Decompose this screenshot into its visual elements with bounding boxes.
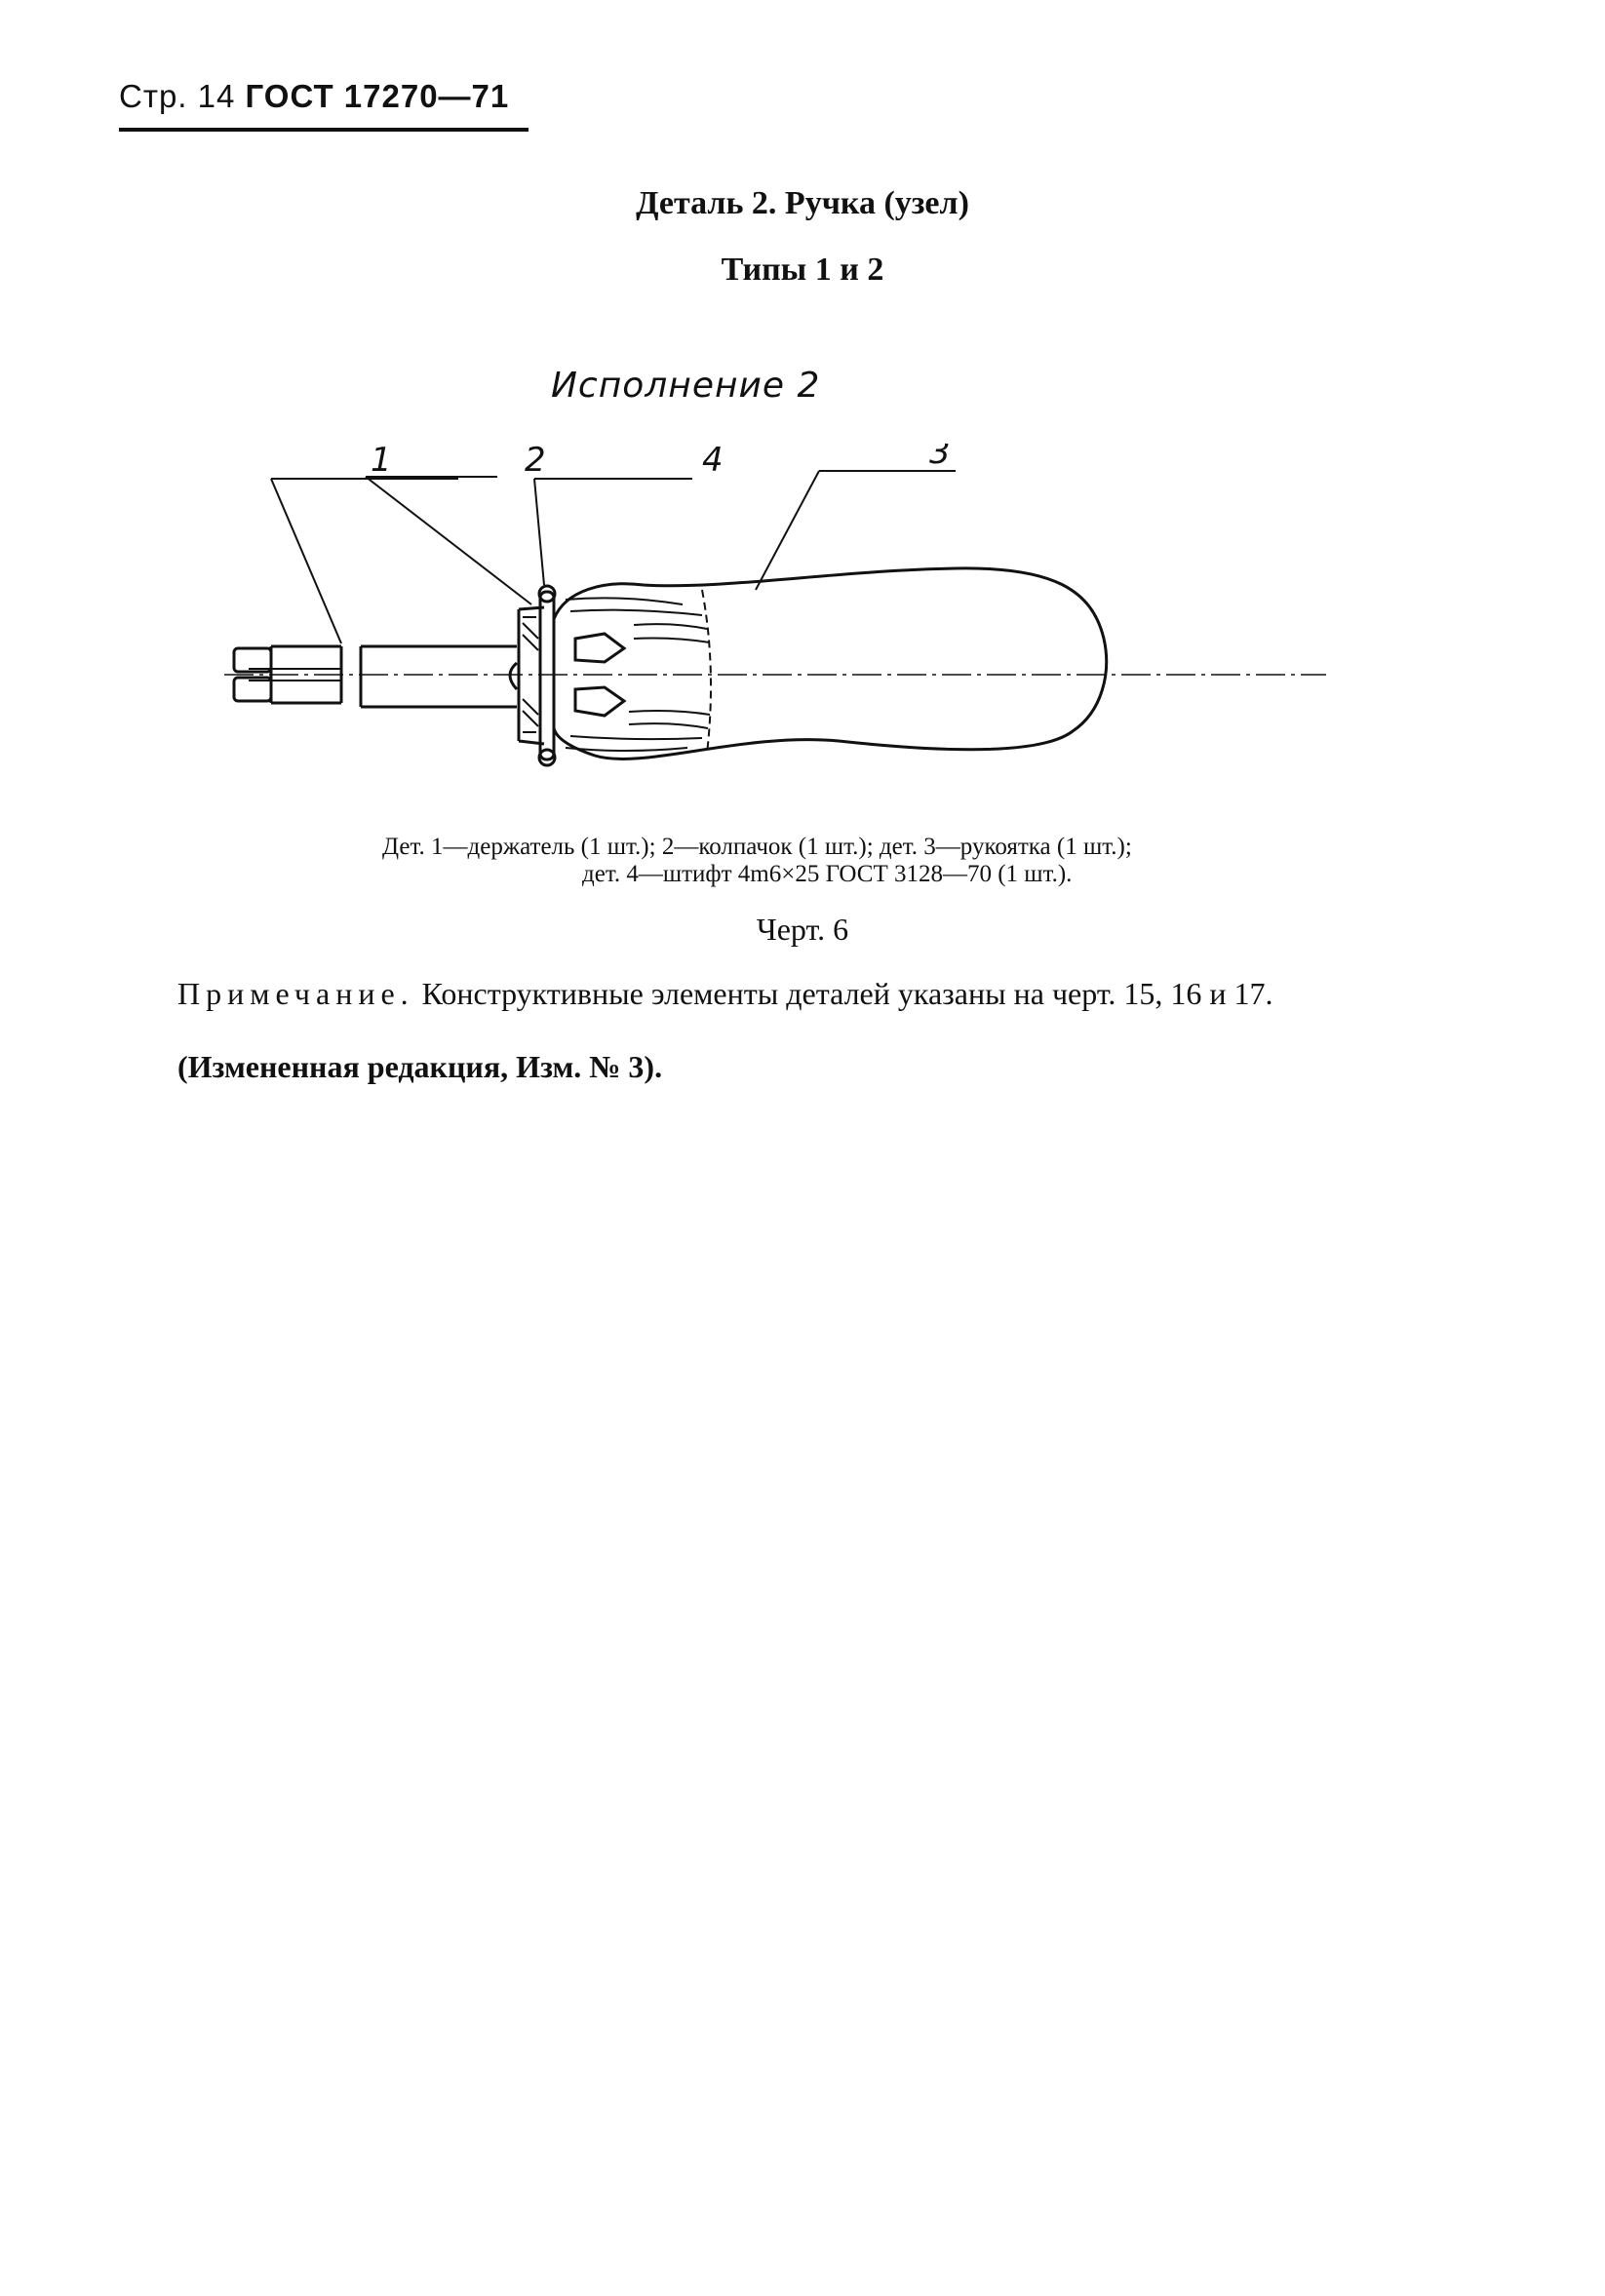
holder-part xyxy=(234,646,517,707)
handle-assembly-svg xyxy=(215,444,1336,795)
callout-3: 3 xyxy=(929,444,951,472)
callout-2: 2 xyxy=(525,444,546,480)
handle-drawing xyxy=(215,444,1336,795)
note-lead: Примечание. xyxy=(177,976,414,1011)
header-rule xyxy=(119,128,528,132)
caption-line-1: Дет. 1—держатель (1 шт.); 2—колпачок (1 шт.); дет. 3—рукоятка (1 шт.); xyxy=(382,834,1132,860)
caption-line-2: дет. 4—штифт 4m6×25 ГОСТ 3128—70 (1 шт.). xyxy=(582,861,1073,887)
figure-caption xyxy=(382,834,1474,888)
page-header xyxy=(119,78,509,115)
note-text: Конструктивные элементы деталей указаны на черт. 15, 16 и 17. xyxy=(413,976,1273,1011)
types-title: Типы 1 и 2 xyxy=(721,252,884,288)
callout-4: 4 xyxy=(702,444,724,480)
callout-1: 1 xyxy=(371,444,392,480)
variant-label: Исполнение 2 xyxy=(551,366,821,406)
amendment-note: (Измененная редакция, Изм. № 3). xyxy=(177,1049,663,1084)
note-paragraph xyxy=(117,975,1472,1012)
standard-number: ГОСТ 17270—71 xyxy=(245,78,510,114)
figure-label: Черт. 6 xyxy=(756,912,849,947)
leader-lines xyxy=(271,471,956,643)
detail-title: Деталь 2. Ручка (узел) xyxy=(636,185,969,221)
page-label: Стр. 14 xyxy=(119,78,236,114)
grip-part xyxy=(554,568,1107,759)
